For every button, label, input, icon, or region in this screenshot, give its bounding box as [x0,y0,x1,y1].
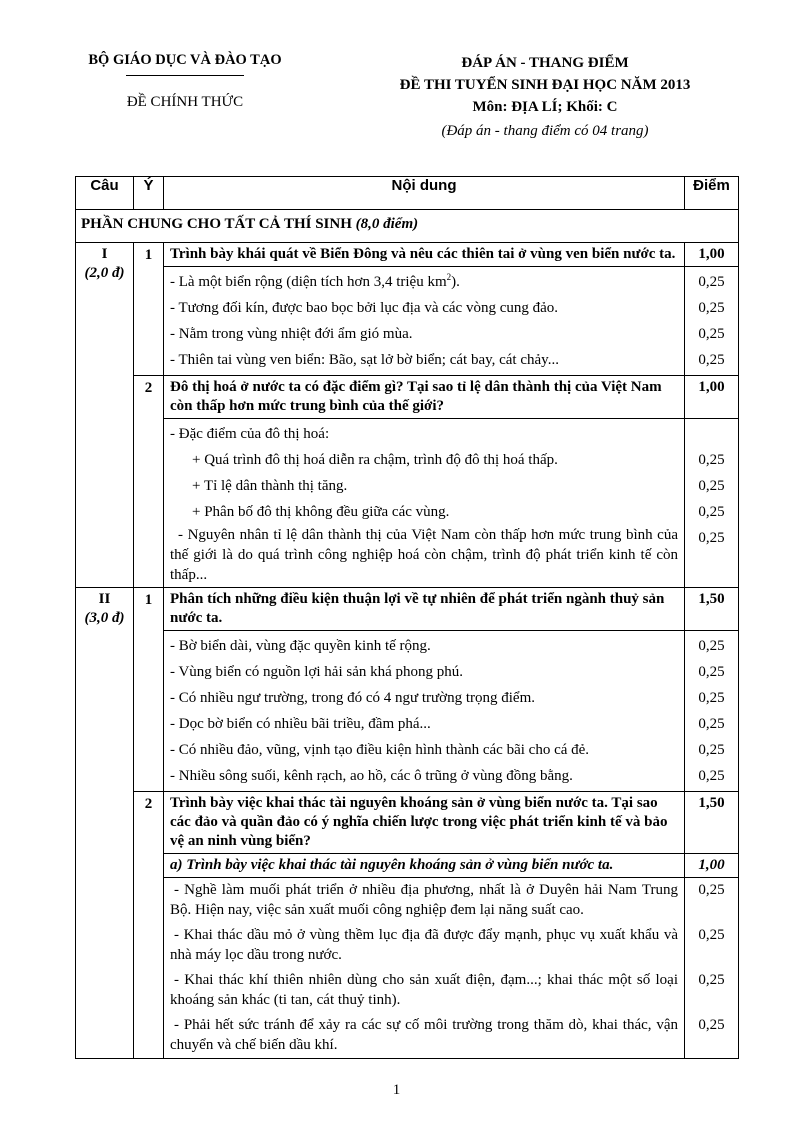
item-question: Đô thị hoá ở nước ta có đặc điểm gì? Tại sao tỉ lệ dân thành thị của Việt Nam còn thấp hơn mức trung bình của thế giới? [164,376,685,419]
item-question-points: 1,00 [685,376,739,419]
sub-question: a) Trình bày việc khai thác tài nguyên khoáng sản ở vùng biển nước ta. [164,854,685,878]
official-label: ĐỀ CHÍNH THỨC [126,94,244,110]
answer-line: - Là một biển rộng (diện tích hơn 3,4 triệu $km^2$). [170,272,460,290]
answer-line: - Khai thác dầu mỏ ở vùng thềm lục địa đã được đẩy mạnh, phục vụ xuất khẩu và nhà máy lọc dầu trong nước. [170,927,678,963]
col-header-points: Điểm [685,177,739,210]
point-value: 0,25 [698,664,725,680]
point-value: 0,25 [698,326,725,342]
answer-table [75,176,739,1059]
answer-lines [164,631,685,792]
answer-line: - Có nhiều ngư trường, trong đó có 4 ngư trường trọng điểm. [170,690,536,706]
answer-line: - Phải hết sức tránh để xảy ra các sự cố môi trường trong thăm dò, khai thác, vận chuyển và chế biến dầu khí. [170,1017,678,1053]
question-cell [76,588,134,1059]
answer-line: - Đặc điểm của đô thị hoá: [170,426,330,442]
point-value: 0,25 [698,638,725,654]
question-number: II [98,591,111,607]
header-left [60,52,310,111]
table-header-row [76,177,739,210]
point-value: 0,25 [698,452,725,468]
header-underline [126,75,244,76]
item-question-points: 1,50 [685,792,739,854]
question-points: (3,0 đ) [84,610,125,626]
answer-line: - Tương đối kín, được bao bọc bởi lục địa và các vòng cung đảo. [170,300,559,316]
answer-line: - Dọc bờ biển có nhiều bãi triều, đầm phá... [170,716,431,732]
answer-line: - Nằm trong vùng nhiệt đới ẩm gió mùa. [170,326,413,342]
point-value: 0,25 [698,1017,725,1033]
col-header-cau: Câu [76,177,134,210]
point-value: 0,25 [698,478,725,494]
answer-points [685,267,739,376]
table-row [76,243,739,267]
point-value: 0,25 [698,716,725,732]
answer-line: - Vùng biển có nguồn lợi hải sản khá phong phú. [170,664,464,680]
answer-points [685,878,739,1059]
answer-line: - Nguyên nhân tỉ lệ dân thành thị của Việt Nam còn thấp hơn mức trung bình của thế giới là do quá trình công nghiệp hoá còn chậm, trình độ phát triển kinh tế còn thấp... [170,527,678,583]
point-value: 0,25 [698,690,725,706]
item-question: Phân tích những điều kiện thuận lợi về tự nhiên để phát triển ngành thuỷ sản nước ta. [164,588,685,631]
sub-question-points: 1,00 [685,854,739,878]
answer-lines [164,267,685,376]
exam-title: ĐỀ THI TUYỂN SINH ĐẠI HỌC NĂM 2013 [399,77,691,93]
table-row [76,792,739,854]
part-title-text: PHẦN CHUNG CHO TẤT CẢ THÍ SINH [81,216,352,232]
table-row [76,588,739,631]
point-value: 0,25 [698,274,725,290]
point-value: 0,25 [698,504,725,520]
answer-line: + Tỉ lệ dân thành thị tăng. [192,478,348,494]
part-points: (8,0 điểm) [355,216,419,232]
point-value: 0,25 [698,972,725,988]
question-cell [76,243,134,588]
page-number: 1 [392,1082,401,1098]
answer-line: + Phân bố đô thị không đều giữa các vùng. [192,504,450,520]
answer-line: - Có nhiều đảo, vũng, vịnh tạo điều kiện hình thành các bãi cho cá đẻ. [170,742,590,758]
question-points: (2,0 đ) [84,265,125,281]
item-question-points: 1,00 [685,243,739,267]
item-number: 1 [134,243,164,376]
point-value: 0,25 [698,768,725,784]
point-value: 0,25 [698,742,725,758]
table-row [76,376,739,419]
table-row [76,267,739,376]
answer-points [685,631,739,792]
part-title [76,210,739,243]
item-number: 1 [134,588,164,792]
ministry-name: BỘ GIÁO DỤC VÀ ĐÀO TẠO [88,52,282,68]
answer-lines [164,419,685,588]
subject-title: Môn: ĐỊA LÍ; Khối: C [472,99,618,115]
question-number: I [101,246,108,262]
item-question-points: 1,50 [685,588,739,631]
point-value: 0,25 [698,882,725,898]
table-row [76,631,739,792]
item-question: Trình bày khái quát về Biển Đông và nêu các thiên tai ở vùng ven biển nước ta. [164,243,685,267]
item-question: Trình bày việc khai thác tài nguyên khoáng sản ở vùng biển nước ta. Tại sao các đảo và quần đảo có ý nghĩa chiến lược trong việc phát triển kinh tế và bảo vệ an ninh vùng biển? [164,792,685,854]
header-right [345,52,745,140]
point-value: 0,25 [698,927,725,943]
answer-line: + Quá trình đô thị hoá diễn ra chậm, trình độ đô thị hoá thấp. [192,452,558,468]
page-count-note: (Đáp án - thang điểm có 04 trang) [441,123,649,139]
answer-line: - Khai thác khí thiên nhiên dùng cho sản xuất điện, đạm...; khai thác một số loại khoáng sản khác (ti tan, cát thuỷ tinh). [170,972,678,1008]
table-row [76,854,739,878]
col-header-content: Nội dung [164,177,685,210]
answer-points [685,419,739,588]
answer-lines [164,878,685,1059]
col-header-y: Ý [134,177,164,210]
item-number: 2 [134,792,164,1059]
answer-line: - Nghề làm muối phát triển ở nhiều địa phương, nhất là ở Duyên hải Nam Trung Bộ. Hiện nay, việc sản xuất muối công nghiệp đem lại năng suất cao. [170,882,678,918]
point-value: 0,25 [698,300,725,316]
answer-line: - Bờ biển dài, vùng đặc quyền kinh tế rộng. [170,638,431,654]
doc-title: ĐÁP ÁN - THANG ĐIỂM [461,55,629,71]
table-row [76,878,739,1059]
part-row [76,210,739,243]
point-value: 0,25 [698,530,725,546]
item-number: 2 [134,376,164,588]
answer-line: - Thiên tai vùng ven biển: Bão, sạt lở bờ biển; cát bay, cát chảy... [170,352,559,368]
answer-line: - Nhiều sông suối, kênh rạch, ao hồ, các ô trũng ở vùng đồng bằng. [170,768,573,784]
point-value: 0,25 [698,352,725,368]
table-row [76,419,739,588]
